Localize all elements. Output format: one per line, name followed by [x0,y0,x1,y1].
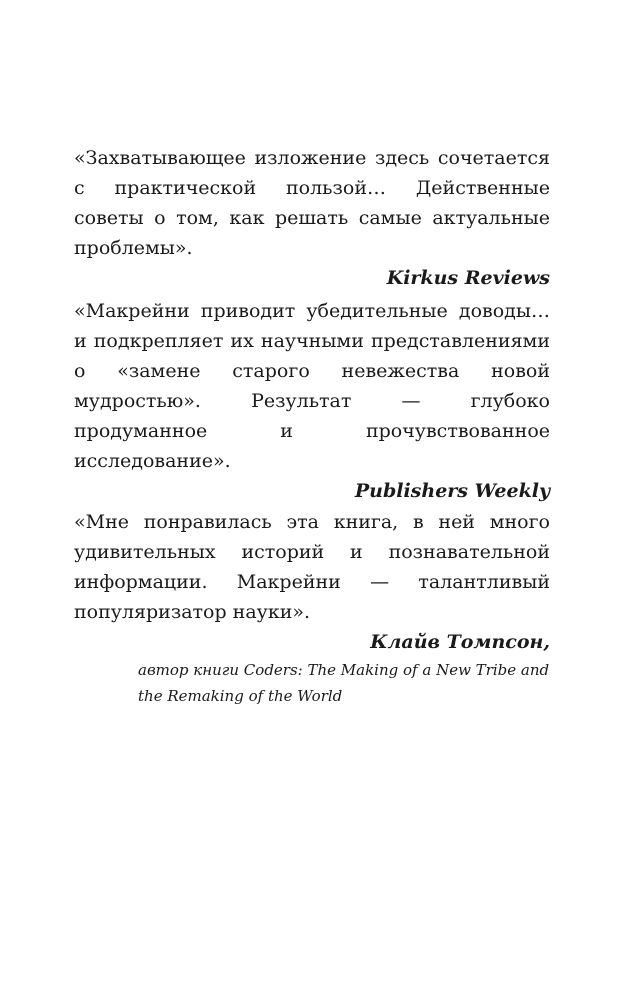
review-quote: «Макрейни приводит убедительные доводы… и подкрепляет их научными представлениями о «замене старого невежества новой мудростью». Результат — глубоко продуманное и прочувствованное исследование». [74,300,550,472]
review-quote: «Мне понравилась эта книга, в ней много удивительных историй и познавательной информации. Макрейни — талантливый популяризатор науки». [74,511,550,623]
review-source: Клайв Томпсон, [370,631,550,653]
review-kirkus [74,143,550,293]
review-source: Kirkus Reviews [386,267,550,289]
review-source: Publishers Weekly [354,480,550,502]
review-publishers-weekly [74,296,550,506]
review-clive-thompson [74,507,550,709]
review-quote: «Захватывающее изложение здесь сочетается с практической пользой… Действенные советы о том, как решать самые актуальные проблемы». [74,147,550,259]
review-author-role: автор книги Coders: The Making of a New Tribe and the Remaking of the World [138,661,550,705]
